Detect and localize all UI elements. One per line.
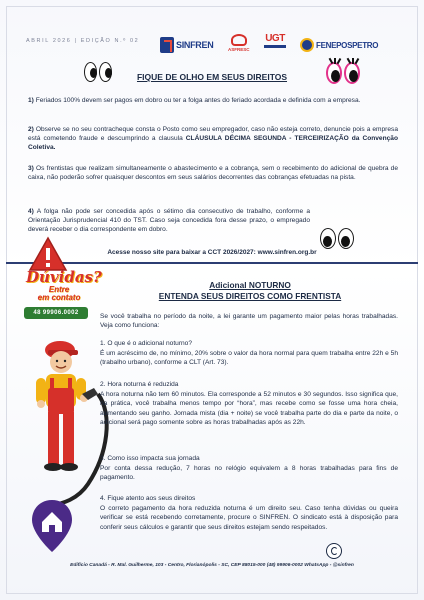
fenepospetro-logo-text: FENEPOSPETRO — [316, 40, 379, 50]
eye-icon — [320, 228, 336, 249]
night-shift-subtitle: ENTENDA SEUS DIREITOS COMO FRENTISTA — [158, 291, 342, 301]
right-item: 1) Feriados 100% devem ser pagos em dobro ou ter a folga antes do feriado acordada e definida com a empresa. — [28, 97, 361, 104]
ugt-logo[interactable] — [264, 34, 286, 56]
ugt-bar-icon — [264, 45, 286, 48]
contact-callout — [26, 268, 102, 328]
eye-icon — [338, 228, 354, 249]
asfresc-logo-text: ASFRESC — [228, 47, 250, 52]
right-item: 2) Observe se no seu contracheque consta o Posto como seu empregador, caso não esteja correto, denuncie pois a empresa está cometendo fraude e descumprindo a clausula CLÁUSULA DÉCIMA SEGUNDA - TERCEIRIZAÇÃO da Convenção Coletiva. — [28, 126, 398, 152]
ugt-logo-text: UGT — [265, 33, 285, 44]
sinfren-logo-text: SINFREN — [176, 40, 214, 50]
contact-subtitle: Entre — [48, 285, 70, 294]
website-note[interactable]: Acesse nosso site para baixar a CCT 2026/2027: www.sinfren.org.br — [107, 249, 317, 256]
pink-eyes-icon — [326, 62, 360, 84]
right-item: 4) A folga não pode ser concedida após o sétimo dia consecutivo de trabalho, conforme a Orientação Jurisprudencial 410 do TST. Caso seja concedida fora desse prazo, o empregado deverá receber o dia correspondente em dobro. — [28, 208, 310, 234]
issue-label: ABRIL 2026 | EDIÇÃO N.º 02 — [26, 38, 140, 44]
whatsapp-icon[interactable] — [326, 543, 342, 559]
section-title-rights: FIQUE DE OLHO EM SEUS DIREITOS — [136, 72, 288, 82]
sinfren-mark-icon — [160, 37, 174, 53]
footer-address: Edifício Canadá - R. Mal. Guilherme, 103 - Centro, Florianópolis - SC, CEP 88015-000 (48) 99906-0002 WhatsApp - @sinfren — [70, 563, 354, 568]
cartoon-eyes-icon — [320, 228, 354, 249]
warning-icon — [28, 236, 68, 272]
sinfren-logo[interactable] — [160, 34, 213, 56]
contact-title: Dúvidas? — [26, 268, 102, 286]
fenepospetro-logo[interactable] — [300, 34, 378, 56]
section-heading: 2. Hora noturna é reduzida — [100, 381, 179, 388]
section-heading: 3. Como isso impacta sua jornada — [100, 455, 200, 462]
section-text: A hora noturna não tem 60 minutos. Ela corresponde a 52 minutos e 30 segundos. Isso significa que, na prática, você trabalha menos tempo por “hora”, mas recebe como se fosse uma hora cheia, aumentando seu ganho. Jornada mista (dia + noite) se você trabalha parte do dia e parte da noite, o adicional será pago somente sobre as horas trabalhadas após as 22h. — [100, 391, 398, 426]
asfresc-logo[interactable] — [228, 34, 250, 56]
contact-subtitle: em contato — [37, 293, 81, 302]
night-shift-title: Adicional NOTURNO — [209, 280, 291, 290]
section-text: Por conta dessa redução, 7 horas no relógio equivalem a 8 horas trabalhadas para fins de pagamento. — [100, 465, 398, 482]
fenepospetro-globe-icon — [300, 38, 314, 52]
home-location-icon — [30, 498, 74, 554]
eye-icon — [344, 62, 360, 84]
section-heading: 4. Fique atento aos seus direitos — [100, 495, 196, 502]
asfresc-mark-icon — [231, 34, 247, 46]
intro-text: Se você trabalha no período da noite, a lei garante um pagamento maior pelas horas trabalhadas. Veja como funciona: — [100, 313, 398, 330]
section-heading: 1. O que é o adicional noturno? — [100, 340, 193, 347]
logo-strip — [160, 34, 405, 60]
section-text: É um acréscimo de, no mínimo, 20% sobre o valor da hora normal para quem trabalha entre 22h e 5h (trabalho urbano), conforme a CLT (Art. 73). — [100, 350, 398, 367]
contact-phone[interactable]: 48 99906.0002 — [24, 307, 88, 319]
section-text: O correto pagamento da hora reduzida noturna é um direito seu. Caso tenha dúvidas ou queira verificar se está recebendo corretamente, procure o SINFREN. O sindicato está à disposição para conferir seus cálculos e garantir que seus direitos estejam sendo respeitados. — [100, 505, 398, 531]
right-item: 3) Os frentistas que realizam simultaneamente o abastecimento e a cobrança, sem o recebimento do adicional de quebra de caixa, não poderão sofrer quaisquer descontos em seus salários decorrentes das cobranças efetuadas na pista. — [28, 165, 398, 182]
gas-attendant-illustration — [18, 334, 110, 510]
eye-icon — [326, 62, 342, 84]
